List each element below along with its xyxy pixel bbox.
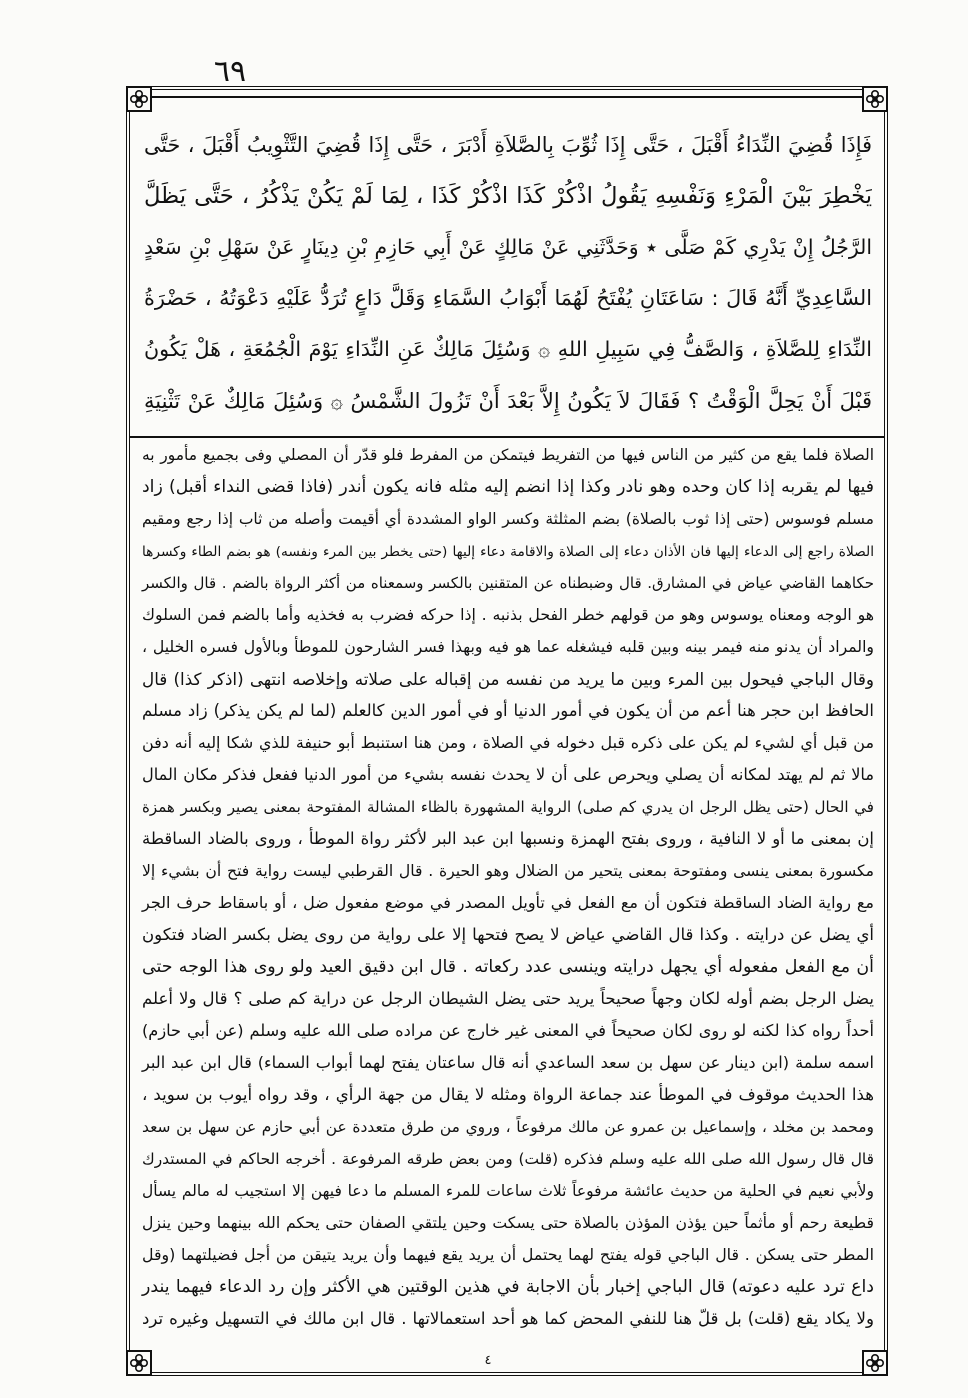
commentary-line [140, 727, 874, 759]
commentary-line [140, 1271, 874, 1303]
commentary-line-text: ومحمد بن مخلد ، وإسماعيل بن عمرو عن مالك مرفوعاً ، وروي من طرق متعددة عن أبي حازم عن سهل بن سعد [142, 1118, 874, 1136]
main-text [142, 120, 872, 426]
commentary-line-text: أحداً رواه كذا لكنه لو روى لكان صحيحاً في المعنى غير خارج عن مراده صلى الله عليه وسلم (عن أبي حازم) [142, 1021, 874, 1040]
section-divider [130, 436, 884, 438]
main-text-line [142, 171, 872, 222]
flower-ornament-icon [862, 1350, 888, 1376]
commentary-line [140, 951, 874, 983]
main-text-line [142, 222, 872, 273]
main-text-line [142, 273, 872, 324]
commentary-line-text: مالا ثم لم يهتد لمكانه أن يصلي ويحرص على أن لا يحدث نفسه بشيء من أمور الدنيا ففعل فذكر مكان المال [142, 765, 874, 784]
commentary-line [140, 1207, 874, 1239]
commentary-line-text: مسلم فوسوس (حتى إذا ثوب بالصلاة) بضم المثلثة وكسر الواو المشددة أي أقيمت وأصله من ثاب إذا رجع ومقيم [142, 510, 874, 528]
commentary-line [140, 759, 874, 791]
commentary-line-text: يضل الرجل بضم أوله لكان وجهاً صحيحاً يريد حتى يضل الشيطان الرجل عن دراية كم صلى ؟ قال ولا أعلم [142, 989, 874, 1008]
commentary-line-text: ولأبي نعيم في الحلية من حديث عائشة مرفوعاً ثلاث ساعات للمرء المسلم ما دعا فيهن إلا استجيب له مالم يسأل [142, 1182, 874, 1200]
commentary [140, 439, 874, 1335]
main-text-line-text: النِّدَاءِ لِلصَّلاَةِ ، وَالصَّفُّ فِي سَبِيلِ اللهِ ۞ وَسُئِلَ مَالِكٌ عَنِ النِّدَاءِ يَوْمَ الْجُمُعَةِ ، هَلْ يَكُونُ [144, 337, 872, 361]
commentary-line [140, 631, 874, 663]
commentary-line [140, 1015, 874, 1047]
commentary-line-text: إن بمعنى ما أو لا النافية ، وروى بفتح الهمزة ونسبها ابن عبد البر لأكثر رواة الموطأ ، وروى بالضاد الساقطة [142, 829, 874, 848]
commentary-line-text: وقال الباجي فيحول بين المرء وبين ما يريد من نفسه من إقباله على صلاته وإخلاصه انتهى (اذكر كذا) قال [142, 669, 874, 689]
commentary-line-text: داع ترد عليه دعوته) قال الباجي إخبار بأن الاجابة في هذين الوقتين هي الأكثر وإن رد الدعاء فيهما يندر [142, 1277, 874, 1297]
commentary-line-text: حكاهما القاضي عياض في المشارق. قال وضبطناه عن المتقنين بالكسر وسمعناه من أكثر الرواة بالضم . قال والكسر [142, 574, 874, 592]
commentary-line [140, 695, 874, 727]
commentary-line [140, 567, 874, 599]
commentary-line-text: الحافظ ابن حجر هنا أعم من أن يكون في أمور الدنيا أو في أمور الدين كالعلم (لما لم يكن يذكر) زاد مسلم [142, 701, 874, 720]
commentary-line-text: المطر حتى يسكن . قال الباجي قوله يفتح لهما يحتمل أن يريد يقع فيهما وأن يريد يتيقن من أجل فضيلتهما (وقل [142, 1245, 874, 1264]
main-text-line-text: قَبْلَ أَنْ يَحِلَّ الْوَقْتُ ؟ فَقَالَ لاَ يَكُونُ إِلاَّ بَعْدَ أَنْ تَزُولَ الشَّمْسُ ۞ وَسُئِلَ مَالِكٌ عَنْ تَثْنِيَةِ [144, 388, 872, 413]
commentary-line-text: مكسورة بمعنى ينسى ومفتوحة بمعنى يتحير من الضلال وهو الحيرة . قال القرطبي ليست رواية فتح أن بشيء إلا [142, 862, 874, 880]
commentary-line [140, 919, 874, 951]
commentary-line [140, 1047, 874, 1079]
commentary-line [140, 823, 874, 855]
commentary-line [140, 439, 874, 471]
main-text-line-text: الرَّجُلُ إِنْ يَدْرِي كَمْ صَلَّى ٭ وَحَدَّثَنِي عَنْ مَالِكٍ عَنْ أَبِي حَازِمِ بْنِ دِينَارٍ عَنْ سَهْلِ بْنِ سَعْدٍ [144, 235, 872, 259]
main-text-line-text: السَّاعِدِيِّ أَنَّهُ قَالَ : سَاعَتَانِ يُفْتَحُ لَهُمَا أَبْوَابُ السَّمَاءِ وَقَلَّ دَاعٍ تُرَدُّ عَلَيْهِ دَعْوَتُهُ ، حَضْرَةُ [144, 286, 872, 310]
commentary-line [140, 1111, 874, 1143]
commentary-line-text: في الحال (حتى يظل الرجل ان يدري كم صلى) الرواية المشهورة بالظاء المشالة المفتوحة بمعنى يصير وبكسر همزة [142, 798, 874, 816]
commentary-line-text: والمراد أن يدنو منه فيمر بينه وبين قلبه فيشغله عما هو فيه وبهذا فسر الشارحون للموطأ وبالأول فسره الخليل ، [142, 637, 874, 656]
commentary-line-text: فيها لم يقربه إذا كان وحده وهو نادر وكذا إذا انضم إليه مثله فانه يكون أندر (فاذا قضى النداء أقبل) زاد [142, 477, 874, 497]
commentary-line [140, 1143, 874, 1175]
flower-ornament-icon [126, 86, 152, 112]
commentary-line [140, 791, 874, 823]
main-text-line-text: يَخْطِرَ بَيْنَ الْمَرْءِ وَنَفْسِهِ يَقُولُ اذْكُرْ كَذَا اذْكُرْ كَذَا ، لِمَا لَمْ يَكُنْ يَذْكُرُ ، حَتَّى يَظَلَّ [144, 183, 872, 209]
commentary-line-text: أن مع الفعل مفعوله أي يجهل درايته وينسى عدد ركعاته . قال ابن دقيق العيد ولو روى هذا الوجه حتى [142, 957, 874, 977]
commentary-line-text: قطيعة رحم أو مأثماً حين يؤذن المؤذن بالصلاة حتى يسكت وحين يلتقي الصفان حتى يحكم الله بينهما وحين ينزل [142, 1213, 874, 1232]
commentary-line-text: اسمه سلمة (ابن دينار عن سهل بن سعد الساعدي أنه قال ساعتان يفتح لهما أبواب السماء) قال ابن عبد البر [142, 1053, 874, 1072]
signature-mark: ٤ [484, 1353, 492, 1368]
commentary-line-text: هذا الحديث موقوف في الموطأ عند جماعة الرواة ومثله لا يقال من جهة الرأي ، وقد رواه أيوب بن سويد ، [142, 1085, 874, 1104]
commentary-line [140, 983, 874, 1015]
main-text-line [142, 324, 872, 375]
frame-top-rule [126, 96, 888, 98]
commentary-line-text: مع رواية الضاد الساقطة فتكون أن مع الفعل في تأويل المصدر في موضع مفعول ضل ، أو باسقاط حرف الجر [142, 893, 874, 912]
commentary-line [140, 535, 874, 567]
main-text-line [142, 120, 872, 171]
flower-ornament-icon [862, 86, 888, 112]
commentary-line [140, 855, 874, 887]
commentary-line [140, 471, 874, 503]
commentary-line [140, 1239, 874, 1271]
flower-ornament-icon [126, 1350, 152, 1376]
commentary-line [140, 1303, 874, 1335]
commentary-line [140, 663, 874, 695]
commentary-line [140, 887, 874, 919]
commentary-line-text: من قبل أي لشيء لم يكن على ذكره قبل دخوله في الصلاة ، ومن هنا استنبط أبو حنيفة للذي شكا إليه أنه دفن [142, 733, 874, 752]
commentary-line [140, 1175, 874, 1207]
page-number: ٦٩ [213, 54, 247, 89]
commentary-line-text: ولا يكاد يقع (قلت) بل قلّ هنا للنفي المحض كما هو أحد استعمالاتها . قال ابن مالك في التسهيل وغيره ترد [142, 1309, 874, 1328]
commentary-line-text: الصلاة راجع إلى الدعاء إليها فان الأذان دعاء إلى الصلاة والاقامة دعاء إليها (حتى يخطر بين المرء ونفسه) هو بضم الطاء وكسرها [142, 544, 874, 560]
main-text-line [142, 375, 872, 426]
commentary-line-text: هو الوجه ومعناه يوسوس وهو من قولهم خطر الفحل بذنبه . إذا حركه فضرب به فخذيه وأما بالضم فمن السلوك [142, 605, 874, 624]
commentary-line [140, 503, 874, 535]
commentary-line [140, 599, 874, 631]
main-text-line-text: فَإِذَا قُضِيَ النِّدَاءُ أَقْبَلَ ، حَتَّى إِذَا ثُوِّبَ بِالصَّلاَةِ أَدْبَرَ ، حَتَّى إِذَا قُضِيَ التَّثْوِيبُ أَقْبَلَ ، حَتَّى [144, 133, 872, 157]
commentary-line [140, 1079, 874, 1111]
commentary-line-text: قال قال رسول الله صلى الله عليه وسلم فذكره (قلت) ومن بعض طرقه المرفوعة . أخرجه الحاكم في المستدرك [142, 1150, 874, 1168]
commentary-line-text: أي يضل عن درايته . وكذا قال القاضي عياض لا يصح فتحها إلا على رواية من روى يضل بكسر الضاد فتكون [142, 925, 874, 944]
commentary-line-text: الصلاة فلما يقع من كثير من الناس فيها من التفريط فيتمكن من المفرط فلو قدّر أن المصلي وفى بجميع مأمور به [142, 446, 874, 464]
